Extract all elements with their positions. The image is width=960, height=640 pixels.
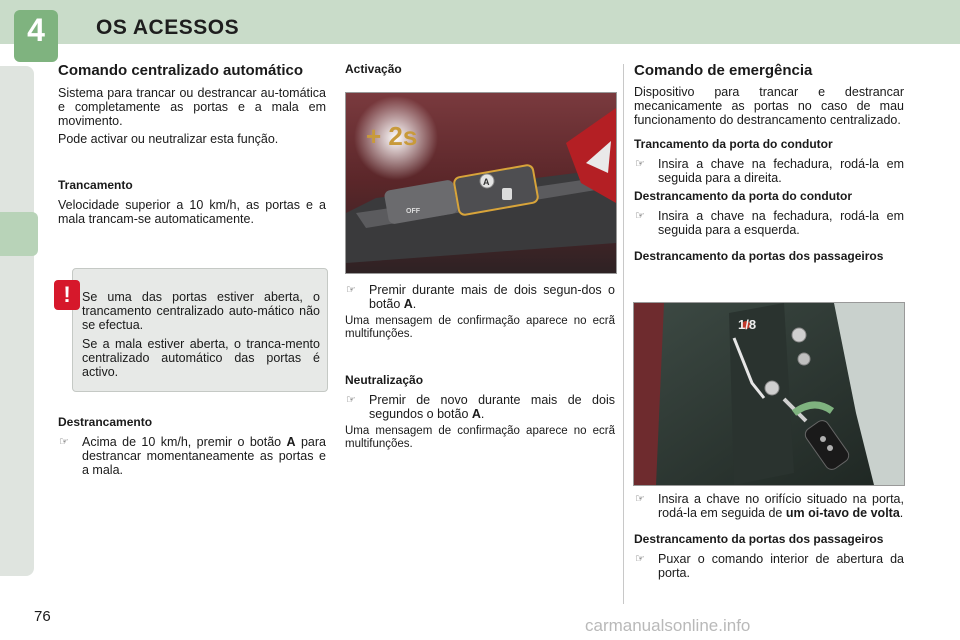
section-heading: Comando centralizado automático: [58, 62, 304, 79]
lock-text: Velocidade superior a 10 km/h, as portas e a mala trancam-se automaticamente.: [58, 198, 326, 226]
lock-heading: Trancamento: [58, 178, 133, 192]
column-divider: [623, 64, 624, 604]
page-title: OS ACESSOS: [96, 16, 240, 39]
unlock-pass-heading-2: Destrancamento da portas dos passageiros: [634, 532, 884, 546]
button-a-label: A: [483, 177, 490, 187]
unlock-driver-heading: Destrancamento da porta do condutor: [634, 189, 853, 203]
side-margin: [0, 66, 34, 576]
activation-note: Uma mensagem de confirmação aparece no ecrã multifunções.: [345, 315, 615, 340]
activation-section: [345, 283, 615, 451]
neutral-heading: Neutralização: [345, 373, 424, 387]
activation-heading-wrap: [345, 62, 615, 76]
hand-pointer-icon: ☞: [346, 284, 356, 296]
neutral-note: Uma mensagem de confirmação aparece no ecrã multifunções.: [345, 425, 615, 450]
unlock-section: [58, 415, 326, 477]
page-number: 76: [34, 608, 51, 625]
dashboard-button-photo: [345, 92, 617, 274]
lock-driver-bullet: ☞ Insira a chave na fechadura, rodá-la em seguida para a direita.: [635, 157, 904, 185]
door-keyhole-photo: [633, 302, 905, 486]
emergency-heading: Comando de emergência: [634, 62, 813, 79]
warning-paragraph-2: Se a mala estiver aberta, o tranca-mento centralizado automático das portas é activo.: [82, 337, 320, 379]
unlock-pass-heading: Destrancamento da portas dos passageiros: [634, 249, 884, 263]
hand-pointer-icon: ☞: [635, 210, 645, 222]
hand-pointer-icon: ☞: [635, 158, 645, 170]
off-label: OFF: [406, 208, 420, 215]
pull-bullet: ☞ Puxar o comando interior de abertura da porta.: [635, 552, 904, 580]
unlock-driver-bullet: ☞ Insira a chave na fechadura, rodá-la em seguida para a esquerda.: [635, 209, 904, 237]
fraction-label: 1/8: [738, 317, 757, 332]
warning-icon: !: [54, 280, 80, 310]
activation-bullet: ☞ Premir durante mais de dois segun-dos o botão A.: [346, 283, 615, 311]
intro-text-2: Pode activar ou neutralizar esta função.: [58, 132, 279, 146]
unlock-heading: Destrancamento: [58, 415, 153, 429]
neutral-bullet: ☞ Premir de novo durante mais de dois segundos o botão A.: [346, 393, 615, 421]
hand-pointer-icon: ☞: [635, 553, 645, 565]
activation-heading: Activação: [345, 62, 402, 76]
watermark: carmanualsonline.info: [585, 616, 751, 635]
warning-paragraph-1: Se uma das portas estiver aberta, o trancamento centralizado auto-mático não se efectua.: [82, 290, 320, 332]
lock-driver-heading: Trancamento da porta do condutor: [634, 137, 833, 151]
chapter-number: 4: [27, 12, 45, 48]
lock-icon: [502, 188, 512, 200]
warning-content: [82, 290, 320, 379]
right-column: [634, 62, 904, 263]
timer-label: + 2s: [366, 121, 418, 151]
key-bullet: ☞ Insira a chave no orifício situado na porta, rodá-la em seguida de um oi-tavo de volta.: [635, 492, 904, 520]
right-column-bottom: [634, 492, 904, 580]
emergency-intro: Dispositivo para trancar e destrancar mecanicamente as portas no caso de mau funcionamento do destrancamento centralizado.: [634, 85, 904, 127]
left-column: [58, 62, 326, 226]
hand-pointer-icon: ☞: [346, 394, 356, 406]
intro-text: Sistema para trancar ou destrancar au-tomática e completamente as portas e a mala em movimento.: [58, 86, 326, 128]
unlock-bullet: ☞ Acima de 10 km/h, premir o botão A para destrancar momentaneamente as portas e a mala.: [59, 435, 326, 477]
hand-pointer-icon: ☞: [59, 436, 69, 448]
side-tab: [0, 212, 38, 256]
hand-pointer-icon: ☞: [635, 493, 645, 505]
